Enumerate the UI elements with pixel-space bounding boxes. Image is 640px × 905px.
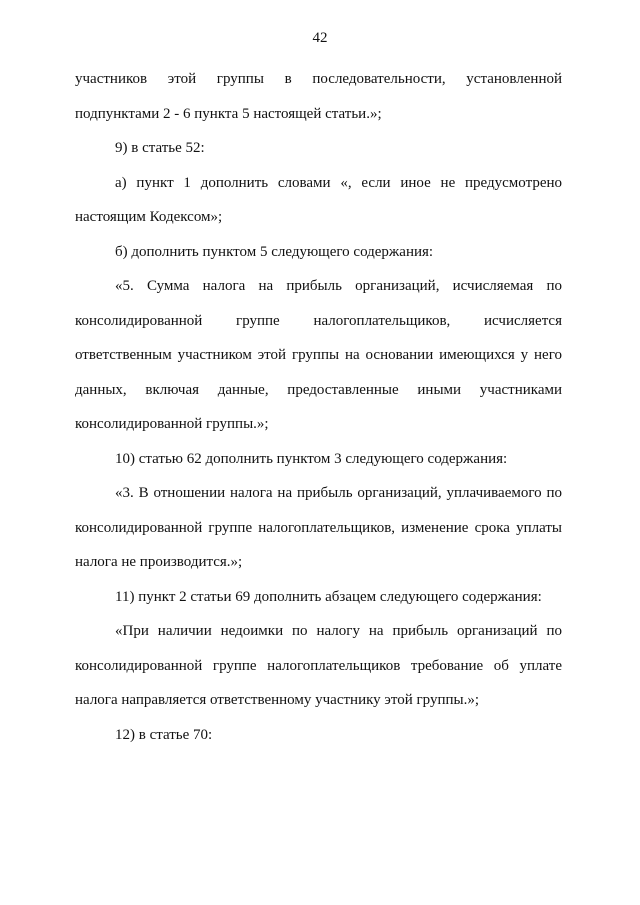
paragraph-2: 9) в статье 52: <box>115 140 205 156</box>
paragraph-10: 12) в статье 70: <box>115 726 213 743</box>
paragraph-3: а) пункт 1 дополнить словами «, если иное не предусмотрено настоящим Кодексом»; <box>75 174 562 225</box>
paragraph-8: 11) пункт 2 статьи 69 дополнить абзацем следующего содержания: <box>115 588 542 605</box>
paragraph-7: «3. В отношении налога на прибыль организаций, уплачиваемого по консолидированной группе налогоплательщиков, изменение срока уплаты налога не производится.»; <box>75 485 562 570</box>
page-number: 42 <box>312 30 328 46</box>
document-body <box>75 62 562 752</box>
paragraph-1: участников этой группы в последовательности, установленной подпунктами 2 - 6 пункта 5 настоящей статьи.»; <box>75 71 562 122</box>
paragraph-6: 10) статью 62 дополнить пунктом 3 следующего содержания: <box>115 450 508 467</box>
paragraph-4: б) дополнить пунктом 5 следующего содержания: <box>115 243 434 260</box>
paragraph-9: «При наличии недоимки по налогу на прибыль организаций по консолидированной группе налогоплательщиков требование об уплате налога направляется ответственному участнику этой группы.»; <box>75 623 562 708</box>
paragraph-5: «5. Сумма налога на прибыль организаций, исчисляемая по консолидированной группе налогоплательщиков, исчисляется ответственным участником этой группы на основании имеющихся у него данных, включая данные, предоставленные иными участниками консолидированной группы.»; <box>75 278 562 432</box>
